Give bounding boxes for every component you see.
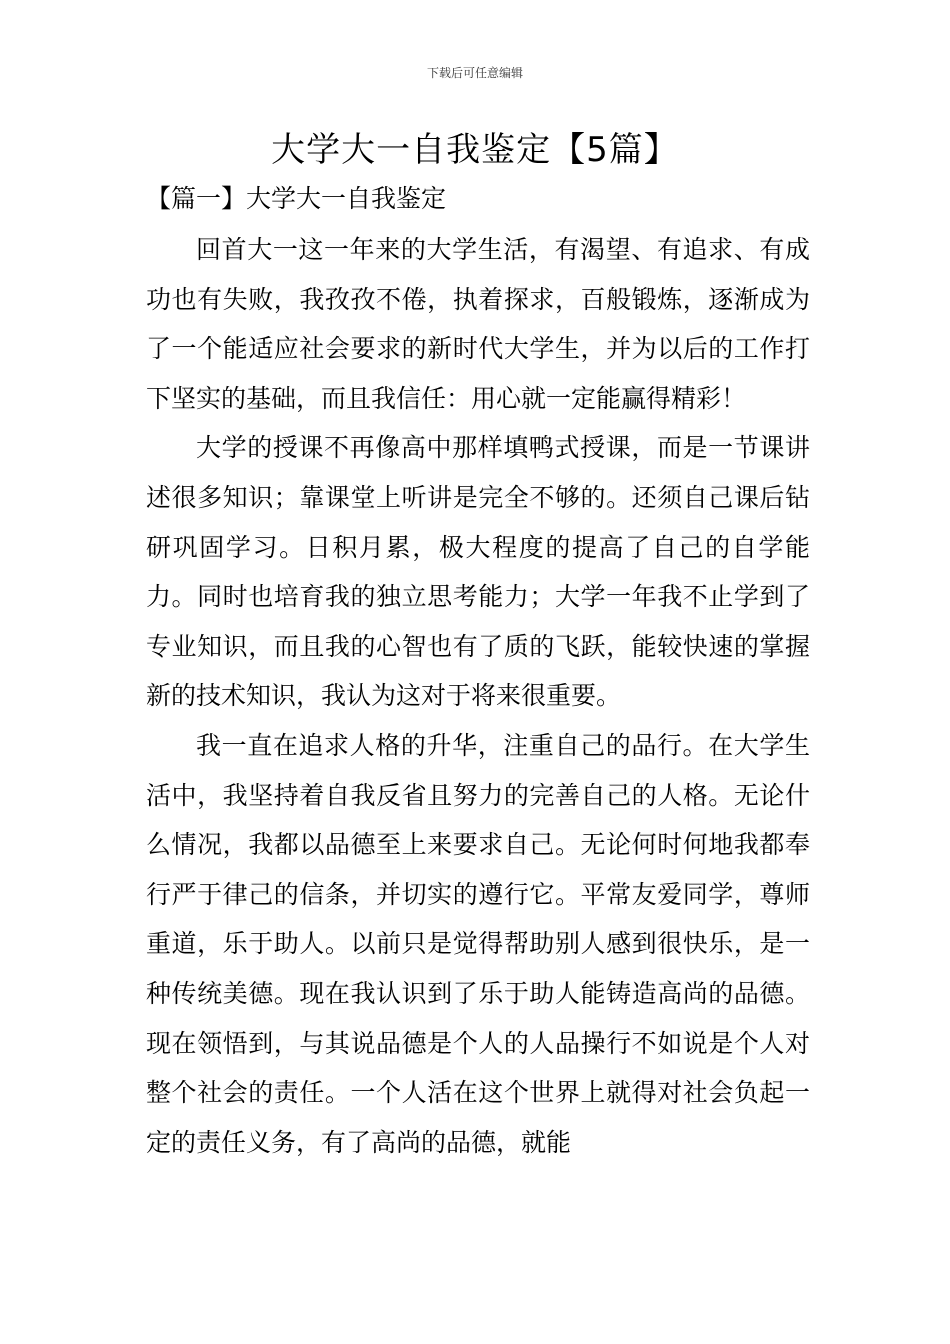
document-title: 大学大一自我鉴定【5篇】 bbox=[271, 130, 679, 170]
document-body bbox=[146, 225, 810, 1167]
paragraph: 大学的授课不再像高中那样填鸭式授课，而是一节课讲述很多知识；靠课堂上听讲是完全不够的。还须自己课后钻研巩固学习。日积月累，极大程度的提高了自己的自学能力。同时也培育我的独立思考能力；大学一年我不止学到了专业知识，而且我的心智也有了质的飞跃，能较快速的掌握新的技术知识，我认为这对于将来很重要。 bbox=[146, 433, 810, 711]
paragraph: 我一直在追求人格的升华，注重自己的品行。在大学生活中，我坚持着自我反省且努力的完善自己的人格。无论什么情况，我都以品德至上来要求自己。无论何时何地我都奉行严于律己的信条，并切实的遵行它。平常友爱同学，尊师重道，乐于助人。以前只是觉得帮助别人感到很快乐，是一种传统美德。现在我认识到了乐于助人能铸造高尚的品德。现在领悟到，与其说品德是个人的人品操行不如说是个人对整个社会的责任。一个人活在这个世界上就得对社会负起一定的责任义务，有了高尚的品德，就能 bbox=[146, 730, 810, 1157]
page-header-note: 下载后可任意编辑 bbox=[426, 66, 523, 80]
paragraph: 回首大一这一年来的大学生活，有渴望、有追求、有成功也有失败，我孜孜不倦，执着探求，百般锻炼，逐渐成为了一个能适应社会要求的新时代大学生，并为以后的工作打下坚实的基础，而且我信任：用心就一定能赢得精彩！ bbox=[146, 235, 810, 413]
section-heading: 【篇一】大学大一自我鉴定 bbox=[146, 184, 447, 213]
